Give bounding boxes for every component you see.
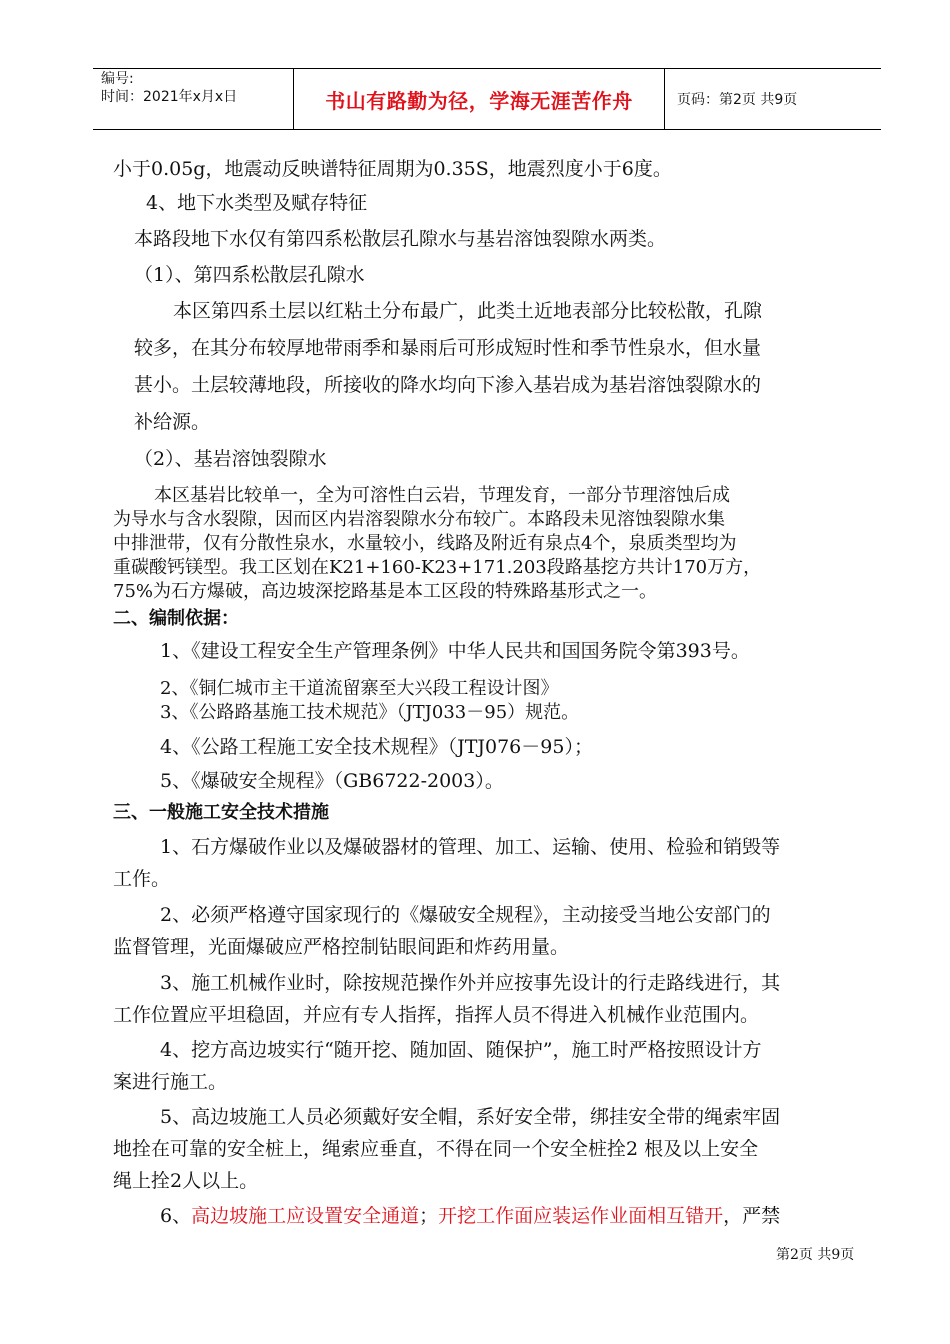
item-number: 6、 xyxy=(160,1205,192,1227)
header-page-cell xyxy=(665,69,881,129)
highlighted-text: 开挖工作面应装运作业面相互错开 xyxy=(438,1205,724,1227)
trailing-text: ，严禁 xyxy=(723,1205,781,1227)
body-line: 4、挖方高边坡实行“随开挖、随加固、随保护”，施工时严格按照设计方 xyxy=(160,1039,762,1061)
reference-item: 2、《铜仁城市主干道流留寨至大兴段工程设计图》 xyxy=(160,678,559,699)
header-motto: 书山有路勤为径，学海无涯苦作舟 xyxy=(325,88,633,113)
page-header xyxy=(93,68,881,130)
body-line: 3、施工机械作业时，除按规范操作外并应按事先设计的行走路线进行，其 xyxy=(160,972,781,994)
subsection-heading: （1）、第四系松散层孔隙水 xyxy=(134,264,365,286)
reference-item: 1、《建设工程安全生产管理条例》中华人民共和国国务院令第393号。 xyxy=(160,640,750,662)
body-line: 绳上拴2人以上。 xyxy=(113,1170,259,1192)
body-line: 补给源。 xyxy=(134,411,211,433)
body-line: 小于0.05g，地震动反映谱特征周期为0.35S，地震烈度小于6度。 xyxy=(113,158,672,180)
header-meta-cell xyxy=(93,69,293,129)
body-line: 5、高边坡施工人员必须戴好安全帽，系好安全带，绑挂安全带的绳索牢固 xyxy=(160,1106,781,1128)
doc-time-label: 时间：2021年x月x日 xyxy=(101,89,238,105)
body-line: 本区基岩比较单一，全为可溶性白云岩，节理发育，一部分节理溶蚀后成 xyxy=(154,485,730,506)
body-line: 较多，在其分布较厚地带雨季和暴雨后可形成短时性和季节性泉水，但水量 xyxy=(134,337,762,359)
body-line: 本路段地下水仅有第四系松散层孔隙水与基岩溶蚀裂隙水两类。 xyxy=(134,228,667,250)
body-line: 案进行施工。 xyxy=(113,1071,228,1093)
header-motto-cell xyxy=(293,69,665,129)
doc-number-label: 编号: xyxy=(101,71,134,87)
body-line-mixed xyxy=(160,1203,780,1229)
page-footer: 第2页 共9页 xyxy=(776,1247,855,1263)
reference-item: 5、《爆破安全规程》（GB6722-2003）。 xyxy=(160,770,504,792)
body-line: 工作。 xyxy=(113,868,171,890)
body-line: 监督管理，光面爆破应严格控制钻眼间距和炸药用量。 xyxy=(113,936,570,958)
section-subheading: 4、地下水类型及赋存特征 xyxy=(146,192,368,214)
reference-item: 3、《公路路基施工技术规范》（JTJ033－95）规范。 xyxy=(160,702,580,723)
reference-item: 4、《公路工程施工安全技术规程》（JTJ076－95）； xyxy=(160,736,593,758)
body-line: 为导水与含水裂隙，因而区内岩溶裂隙水分布较广。本路段未见溶蚀裂隙水集 xyxy=(113,509,725,530)
highlighted-text: 高边坡施工应设置安全通道 xyxy=(191,1205,420,1227)
body-line: 本区第四系土层以红粘土分布最广，此类土近地表部分比较松散，孔隙 xyxy=(173,300,763,322)
section-heading: 二、编制依据： xyxy=(113,608,239,629)
body-line: 甚小。土层较薄地段，所接收的降水均向下渗入基岩成为基岩溶蚀裂隙水的 xyxy=(134,374,762,396)
body-line: 重碳酸钙镁型。我工区划在K21+160-K23+171.203段路基挖方共计170万方， xyxy=(113,557,762,578)
body-line: 2、必须严格遵守国家现行的《爆破安全规程》，主动接受当地公安部门的 xyxy=(160,904,771,926)
separator-text: ； xyxy=(419,1205,439,1227)
subsection-heading: （2）、基岩溶蚀裂隙水 xyxy=(134,448,327,470)
body-line: 75%为石方爆破，高边坡深挖路基是本工区段的特殊路基形式之一。 xyxy=(113,581,658,602)
body-line: 地拴在可靠的安全桩上，绳索应垂直，不得在同一个安全桩拴2 根及以上安全 xyxy=(113,1138,759,1160)
section-heading: 三、一般施工安全技术措施 xyxy=(113,802,329,823)
body-line: 1、石方爆破作业以及爆破器材的管理、加工、运输、使用、检验和销毁等 xyxy=(160,836,781,858)
body-line: 工作位置应平坦稳固，并应有专人指挥，指挥人员不得进入机械作业范围内。 xyxy=(113,1004,760,1026)
header-page-info: 页码：第2页 共9页 xyxy=(677,92,798,108)
body-line: 中排泄带，仅有分散性泉水，水量较小，线路及附近有泉点4个，泉质类型均为 xyxy=(113,533,737,554)
